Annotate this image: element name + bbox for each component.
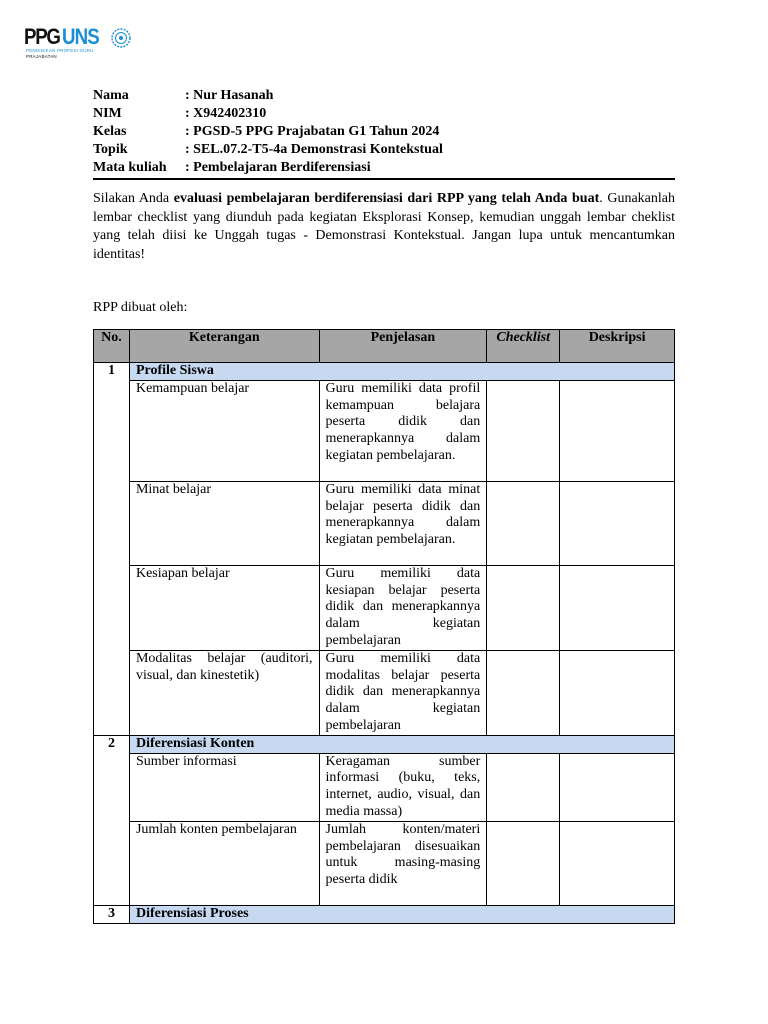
penjelasan-cell: Guru memiliki data minat belajar peserta didik dan menerapkannya dalam kegiatan pembelajaran. (319, 481, 487, 565)
checklist-cell[interactable] (487, 380, 560, 481)
table-header-row (94, 330, 675, 363)
table-row (94, 481, 675, 565)
identity-value: : SEL.07.2-T5-4a Demonstrasi Kontekstual (185, 142, 443, 157)
keterangan-cell: Jumlah konten pembelajaran (129, 821, 319, 905)
identity-row (93, 123, 443, 141)
penjelasan-cell: Keragaman sumber informasi (buku, teks, internet, audio, visual, dan media massa) (319, 753, 487, 821)
table-row (94, 380, 675, 481)
identity-row (93, 105, 443, 123)
section-title: Profile Siswa (129, 363, 674, 381)
logo-subtitle-2: PRAJABATAN (26, 54, 57, 59)
uns-emblem-icon (110, 27, 132, 49)
identity-value: : X942402310 (185, 106, 267, 121)
header-deskripsi: Deskripsi (560, 330, 675, 363)
checklist-cell[interactable] (487, 565, 560, 650)
ppg-uns-logo (24, 24, 124, 64)
identity-value: : Pembelajaran Berdiferensiasi (185, 160, 371, 175)
section-title: Diferensiasi Konten (129, 735, 674, 753)
deskripsi-cell[interactable] (560, 821, 675, 905)
keterangan-cell: Kemampuan belajar (129, 380, 319, 481)
header-divider (93, 178, 675, 180)
rpp-author-label: RPP dibuat oleh: (93, 300, 188, 315)
section-number: 2 (94, 735, 130, 905)
identity-label: Kelas (93, 124, 127, 139)
identity-label: Topik (93, 142, 128, 157)
header-penjelasan: Penjelasan (319, 330, 487, 363)
section-title: Diferensiasi Proses (129, 905, 674, 923)
table-row (94, 821, 675, 905)
identity-value: : PGSD-5 PPG Prajabatan G1 Tahun 2024 (185, 124, 440, 139)
identity-label: Mata kuliah (93, 160, 167, 175)
instructions-text: Silakan Anda (93, 191, 174, 206)
checklist-cell[interactable] (487, 821, 560, 905)
identity-label: NIM (93, 106, 122, 121)
checklist-cell[interactable] (487, 481, 560, 565)
deskripsi-cell[interactable] (560, 481, 675, 565)
table-row (94, 650, 675, 735)
identity-row (93, 159, 443, 177)
header-keterangan: Keterangan (129, 330, 319, 363)
instructions-paragraph (93, 190, 675, 264)
keterangan-cell: Modalitas belajar (auditori, visual, dan kinestetik) (129, 650, 319, 735)
identity-label: Nama (93, 88, 129, 103)
section-number: 1 (94, 363, 130, 736)
checklist-cell[interactable] (487, 753, 560, 821)
table-row (94, 565, 675, 650)
identity-row (93, 141, 443, 159)
identity-row (93, 87, 443, 105)
section-number: 3 (94, 905, 130, 923)
keterangan-cell: Minat belajar (129, 481, 319, 565)
keterangan-cell: Kesiapan belajar (129, 565, 319, 650)
deskripsi-cell[interactable] (560, 650, 675, 735)
deskripsi-cell[interactable] (560, 753, 675, 821)
penjelasan-cell: Guru memiliki data profil kemampuan belajara peserta didik dan menerapkannya dalam kegiatan pembelajaran. (319, 380, 487, 481)
keterangan-cell: Sumber informasi (129, 753, 319, 821)
instructions-emphasis: evaluasi pembelajaran berdiferensiasi dari RPP yang telah Anda buat (173, 191, 600, 206)
differentiation-checklist-table (93, 329, 675, 924)
deskripsi-cell[interactable] (560, 565, 675, 650)
table-section-row (94, 735, 675, 753)
penjelasan-cell: Jumlah konten/materi pembelajaran disesuaikan untuk masing-masing peserta didik (319, 821, 487, 905)
logo-uns-text: UNS (62, 24, 99, 49)
table-row (94, 753, 675, 821)
penjelasan-cell: Guru memiliki data kesiapan belajar peserta didik dan menerapkannya dalam kegiatan pembelajaran (319, 565, 487, 650)
instructions-text-rest: . Gunakanlah lembar checklist yang diunduh pada kegiatan Eksplorasi Konsep, kemudian unggah lembar cheklist yang telah diisi ke Unggah tugas - Demonstrasi Kontekstual. Jangan lupa untuk mencantumkan identitas! (93, 191, 675, 262)
logo-subtitle: PENDIDIKAN PROFESI GURU (26, 48, 94, 53)
deskripsi-cell[interactable] (560, 380, 675, 481)
penjelasan-cell: Guru memiliki data modalitas belajar peserta didik dan menerapkannya dalam kegiatan pembelajaran (319, 650, 487, 735)
checklist-cell[interactable] (487, 650, 560, 735)
table-section-row (94, 363, 675, 381)
table-section-row (94, 905, 675, 923)
header-no: No. (94, 330, 130, 363)
logo-ppg-text: PPG (24, 24, 60, 49)
identity-value: : Nur Hasanah (185, 88, 274, 103)
identity-block (93, 87, 443, 177)
header-checklist: Checklist (487, 330, 560, 363)
